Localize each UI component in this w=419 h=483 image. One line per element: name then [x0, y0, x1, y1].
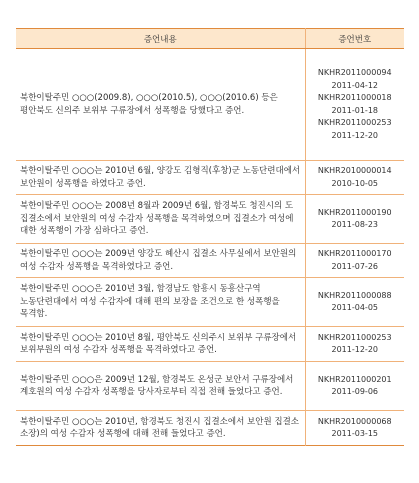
- testimony-content-cell: 북한이탈주민 ○○○는 2008년 8월과 2009년 6월, 함경북도 청진시의 도 집결소에서 보안원의 여성 수감자 성폭행을 목격하였으며 집결소가 여성에 대한 성폭행이 가장 심하다고 증언.: [16, 195, 305, 244]
- table-row: [16, 49, 404, 161]
- testimony-id: NKHR2011000170: [317, 249, 392, 258]
- testimony-ref: [310, 248, 401, 273]
- testimony-id: NKHR2011000094: [317, 68, 392, 77]
- testimony-ref: [310, 165, 401, 190]
- table-row: [16, 244, 404, 278]
- testimony-number-cell: [305, 411, 404, 446]
- testimony-number-cell: [305, 362, 404, 411]
- testimony-id: NKHR2011000253: [317, 332, 392, 342]
- testimony-content-cell: 북한이탈주민 ○○○(2009.8), ○○○(2010.5), ○○○(2010.6) 등은 평안북도 신의주 보위부 구류장에서 성폭행을 당했다고 증언.: [16, 49, 305, 161]
- table-body: [16, 49, 404, 446]
- testimony-id: NKHR2010000014: [317, 166, 392, 175]
- testimony-date: 2011-12-20: [331, 345, 378, 354]
- testimony-date: 2011-03-15: [331, 429, 378, 438]
- testimony-ref: [310, 374, 401, 399]
- testimony-content-cell: 북한이탈주민 ○○○은 2009년 12월, 함경북도 온성군 보안서 구류장에서 계호원의 여성 수감자 성폭행을 당사자로부터 직접 전해 들었다고 증언.: [16, 362, 305, 411]
- testimony-content-cell: 북한이탈주민 ○○○는 2010년 8월, 평안북도 신의주시 보위부 구류장에서 보위부원의 여성 수감자 성폭행을 목격하였다고 증언.: [16, 327, 305, 362]
- testimony-content-cell: 북한이탈주민 ○○○는 2009년 양강도 혜산시 집결소 사무실에서 보안원의 여성 수감자 성폭행을 목격하였다고 증언.: [16, 244, 305, 278]
- testimony-table: [16, 28, 404, 446]
- testimony-ref: [310, 117, 401, 142]
- testimony-date: 2011-04-12: [331, 80, 378, 90]
- testimony-number-cell: [305, 161, 404, 195]
- testimony-ref: [310, 290, 401, 315]
- testimony-id: NKHR2011000253: [317, 118, 392, 127]
- testimony-content-cell: 북한이탈주민 ○○○는 2010년 6월, 양강도 김형직(후창)군 노동단련대에서 보안원이 성폭행을 하였다고 증언.: [16, 161, 305, 195]
- testimony-ref: [310, 67, 401, 92]
- testimony-id: NKHR2011000088: [317, 290, 392, 300]
- table-row: [16, 278, 404, 327]
- testimony-number-cell: [305, 327, 404, 362]
- header-testimony-number: 증언번호: [305, 29, 404, 49]
- testimony-date: 2011-01-18: [331, 105, 378, 115]
- testimony-ref: [310, 416, 401, 441]
- testimony-date: 2011-08-23: [331, 220, 378, 229]
- table-row: [16, 195, 404, 244]
- table-row: [16, 327, 404, 362]
- testimony-id: NKHR2011000018: [317, 93, 392, 102]
- table-row: [16, 161, 404, 195]
- testimony-number-cell: [305, 195, 404, 244]
- header-row: [16, 29, 404, 49]
- testimony-id: NKHR2011000201: [317, 374, 392, 384]
- testimony-date: 2011-07-26: [331, 261, 378, 271]
- table-row: [16, 362, 404, 411]
- testimony-date: 2011-09-06: [331, 387, 378, 396]
- testimony-content-cell: 북한이탈주민 ○○○은 2010년 3월, 함경남도 함흥시 동흥산구역 노동단련대에서 여성 수감자에 대해 편의 보장을 조건으로 한 성폭행을 목격함.: [16, 278, 305, 327]
- testimony-ref: [310, 207, 401, 232]
- table-header: [16, 29, 404, 49]
- table-row: [16, 411, 404, 446]
- testimony-date: 2011-04-05: [331, 303, 378, 312]
- testimony-date: 2010-10-05: [331, 178, 378, 188]
- testimony-ref: [310, 332, 401, 357]
- testimony-number-cell: [305, 244, 404, 278]
- testimony-id: NKHR2010000068: [317, 416, 392, 426]
- testimony-date: 2011-12-20: [331, 130, 378, 140]
- testimony-number-cell: [305, 278, 404, 327]
- testimony-content-cell: 북한이탈주민 ○○○는 2010년, 함경북도 청진시 집결소에서 보안원 집결소 소장)의 여성 수감자 성폭행에 대해 전해 들었다고 증언.: [16, 411, 305, 446]
- testimony-ref: [310, 92, 401, 117]
- testimony-number-cell: [305, 49, 404, 161]
- header-testimony-content: 증언내용: [16, 29, 305, 49]
- testimony-id: NKHR2011000190: [317, 207, 392, 217]
